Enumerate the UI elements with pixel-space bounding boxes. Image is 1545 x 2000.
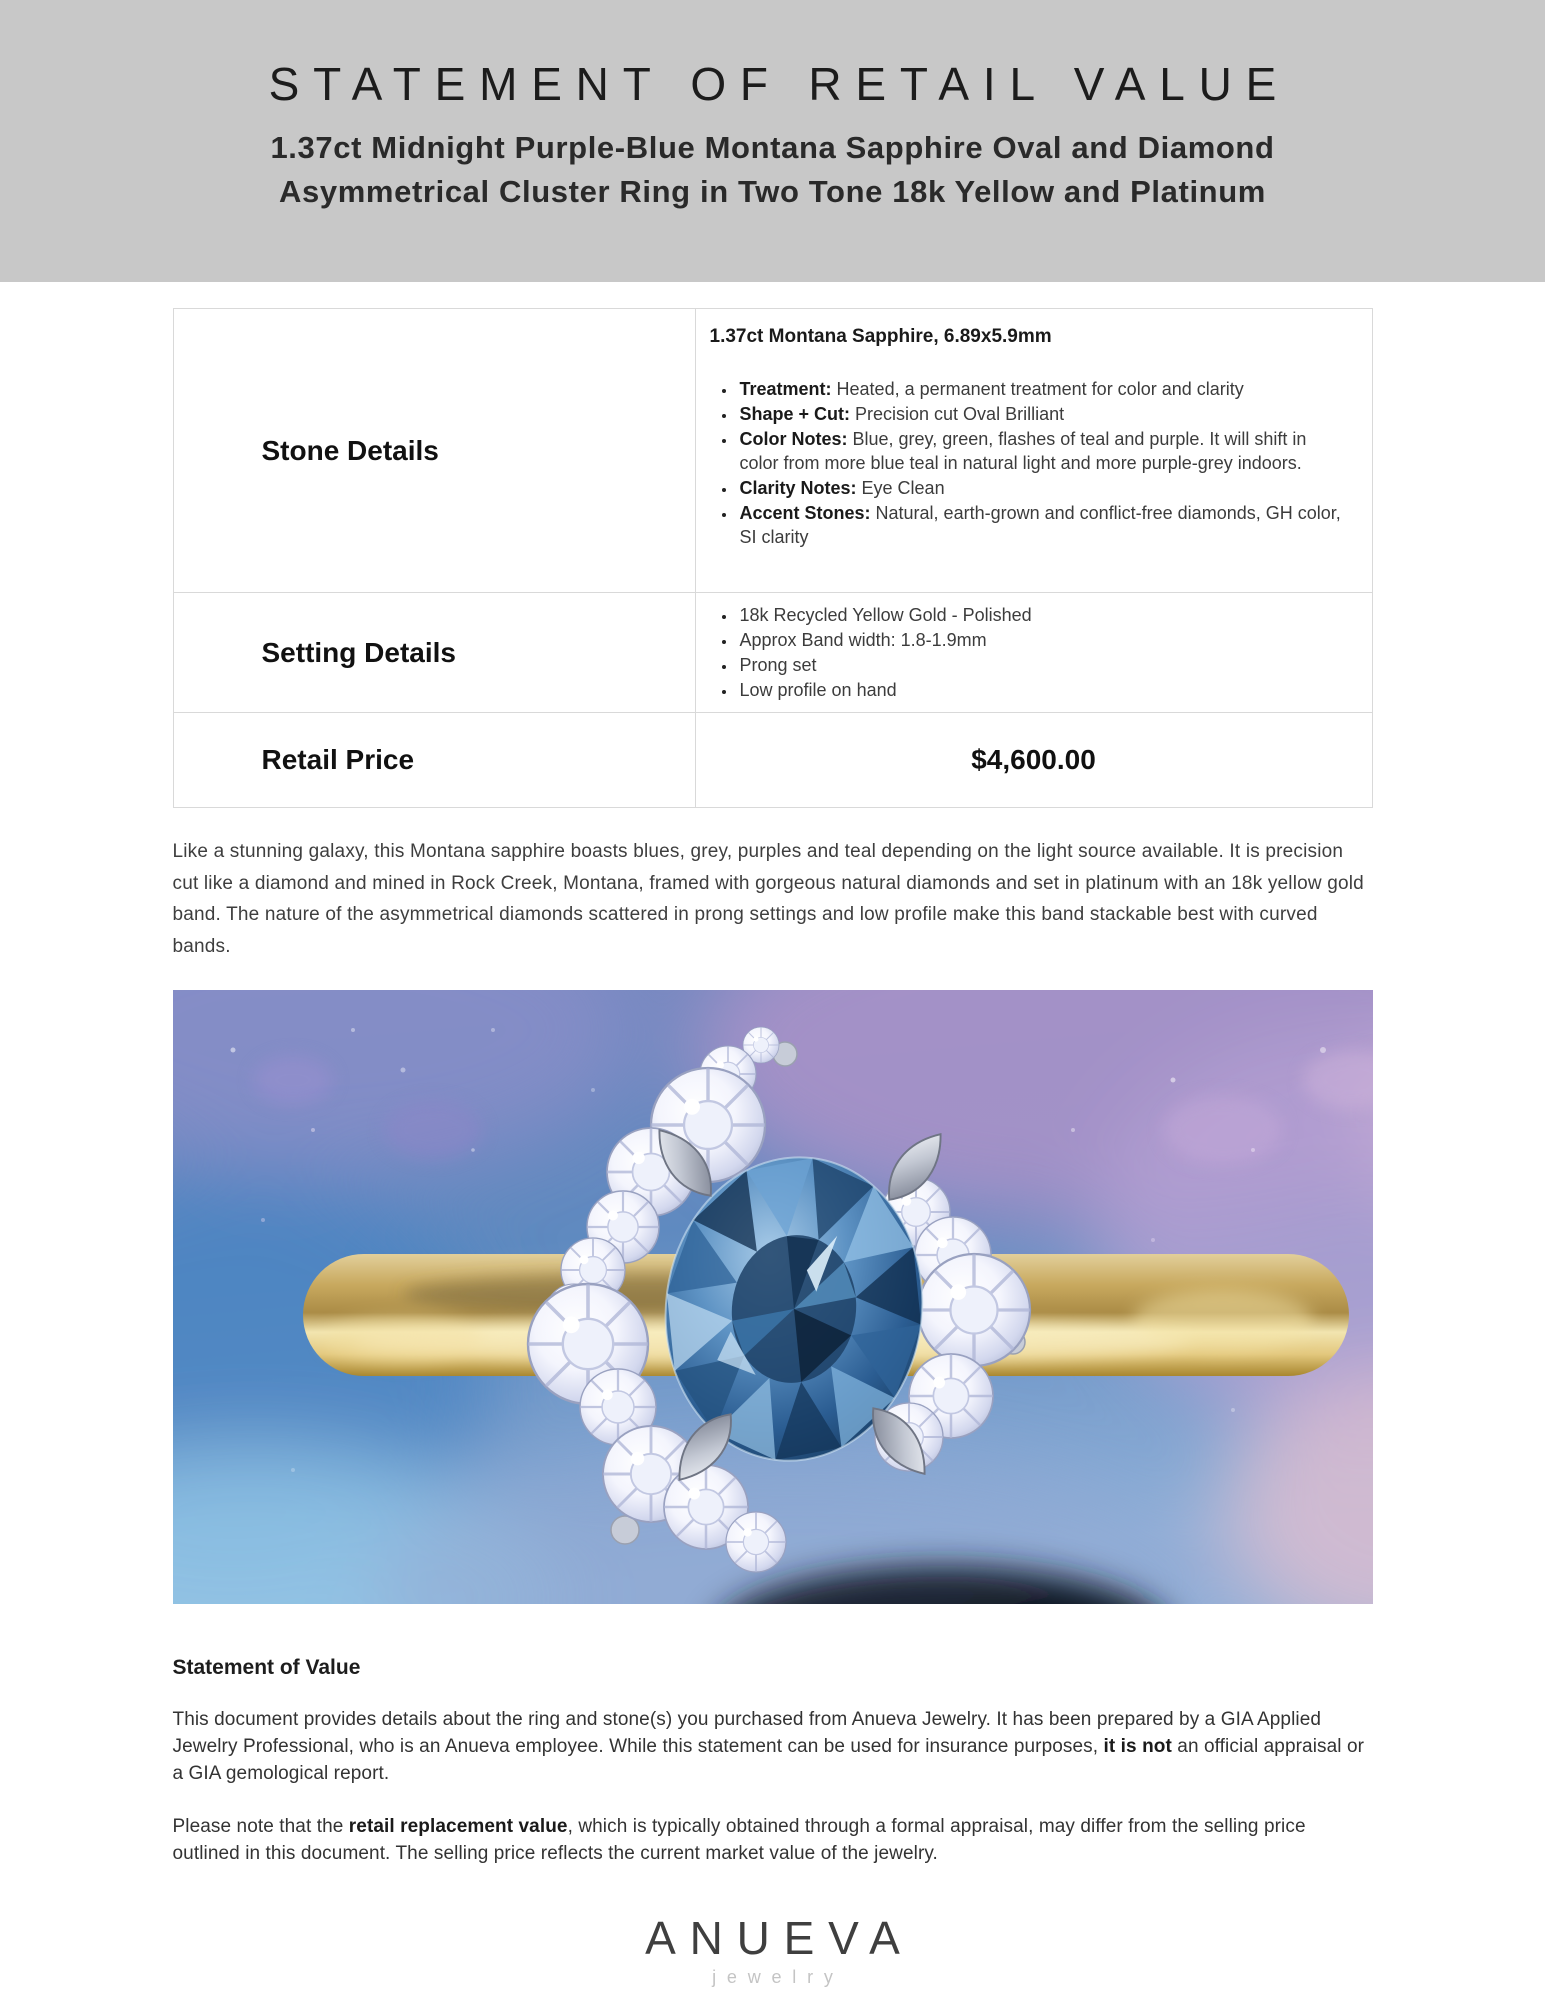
stone-bullet-list — [710, 377, 1342, 549]
page-title: STATEMENT OF RETAIL VALUE — [268, 58, 1291, 110]
document-content — [173, 308, 1373, 1988]
statement-paragraph-2: Please note that the retail replacement value, which is typically obtained through a formal appraisal, may differ from the selling price outlined in this document. The selling price reflects the current market value of the jewelry. — [172, 1816, 1306, 1864]
bullet-item: • Clarity Notes: Eye Clean — [737, 476, 1342, 500]
setting-details-label: Setting Details — [173, 593, 695, 713]
bullet-item: • Shape + Cut: Precision cut Oval Brilliant — [737, 402, 1342, 426]
statement-paragraph-1: This document provides details about the ring and stone(s) you purchased from Anueva Jewelry. It has been prepared by a GIA Applied Jewelry Professional, who is an Anueva employee. While this statement can be used for insurance purposes, it is not an official appraisal or a GIA gemological report. — [172, 1709, 1365, 1784]
table-row-stone-details — [173, 309, 1372, 593]
bullet-item: • Color Notes: Blue, grey, green, flashes of teal and purple. It will shift in color from more blue teal in natural light and more purple-grey indoors. — [737, 427, 1342, 475]
page-subtitle-line-1: 1.37ct Midnight Purple-Blue Montana Sapphire Oval and Diamond — [270, 130, 1275, 165]
brand-name: ANUEVA — [645, 1912, 914, 1964]
bullet-item: • Approx Band width: 1.8-1.9mm — [737, 628, 1342, 652]
bullet-item: • Low profile on hand — [737, 678, 1342, 702]
header-banner — [0, 0, 1545, 282]
stone-details-label: Stone Details — [173, 309, 695, 593]
description-paragraph: Like a stunning galaxy, this Montana sapphire boasts blues, grey, purples and teal depending on the light source available. It is precision cut like a diamond and mined in Rock Creek, Montana, framed with gorgeous natural diamonds and set in platinum with an 18k yellow gold band. The nature of the asymmetrical diamonds scattered in prong settings and low profile make this band stackable best with curved bands. — [172, 841, 1364, 957]
setting-details-cell — [695, 593, 1372, 713]
retail-price-label: Retail Price — [173, 713, 695, 808]
stone-details-cell — [695, 309, 1372, 593]
retail-price-value: $4,600.00 — [695, 713, 1372, 808]
page-subtitle — [0, 126, 1545, 214]
bullet-item: • Treatment: Heated, a permanent treatment for color and clarity — [737, 377, 1342, 401]
ring-photo — [173, 990, 1373, 1604]
bullet-item: • Accent Stones: Natural, earth-grown and conflict-free diamonds, GH color, SI clarity — [737, 501, 1342, 549]
bullet-item: • 18k Recycled Yellow Gold - Polished — [737, 603, 1342, 627]
brand-logo — [173, 1913, 1373, 1988]
bullet-item: • Prong set — [737, 653, 1342, 677]
setting-bullet-list — [710, 603, 1342, 702]
page-subtitle-line-2: Asymmetrical Cluster Ring in Two Tone 18k Yellow and Platinum — [279, 174, 1266, 209]
statement-of-value-heading: Statement of Value — [172, 1656, 361, 1679]
table-row-retail-price — [173, 713, 1372, 808]
statement-of-value-section — [173, 1656, 1373, 1867]
stone-heading: 1.37ct Montana Sapphire, 6.89x5.9mm — [709, 326, 1052, 347]
brand-tagline: jewelry — [712, 1967, 844, 1987]
table-row-setting-details — [173, 593, 1372, 713]
details-table — [173, 308, 1373, 808]
